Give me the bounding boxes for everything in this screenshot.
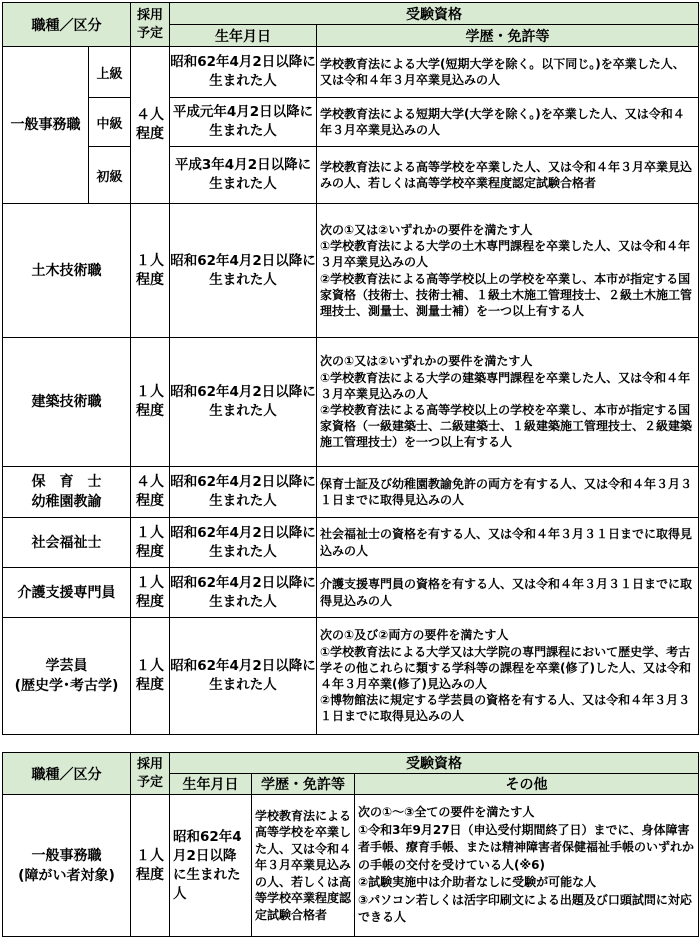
table-row [3, 204, 699, 338]
job-name [3, 618, 131, 735]
job-name-line: 一般事務職 [31, 847, 102, 864]
requirement-line: ①学校教育法による大学又は大学院の専門課程において歴史学、考古学その他これらに類する学科等の課程を卒業(修了)した人、又は令和４年３月卒業(修了)見込みの人 [320, 644, 691, 691]
birth-requirement: 昭和62年4月2日以降に生まれた人 [170, 568, 317, 618]
requirement-line: ②試験実施中は介助者なしに受験が可能な人 [358, 875, 597, 890]
requirement-line: ③パソコン若しくは活字印刷文による出題及び口頭試問に対応できる人 [358, 892, 692, 925]
education-requirement [317, 338, 699, 467]
birth-requirement: 昭和62年4月2日以降に生まれた人 [170, 47, 317, 98]
hiring-plan: １人程度 [131, 518, 170, 568]
table-row [3, 47, 699, 98]
birth-requirement: 昭和62年4月2日以降に生まれた人 [170, 795, 252, 937]
birth-requirement: 昭和62年4月2日以降に生まれた人 [170, 204, 317, 338]
header-job: 職種／区分 [3, 753, 131, 795]
header-job: 職種／区分 [3, 3, 131, 47]
table-row [3, 518, 699, 568]
table-header-row [3, 753, 699, 774]
job-name-line: 保 育 士 [31, 474, 102, 490]
job-name: 一般事務職 [3, 47, 89, 204]
requirement-line: ②学校教育法による高等学校以上の学校を卒業し、本市が指定する国家資格（技術士、技術士補、１級土木施工管理技士、２級土木施工管理技士、測量士、測量士補）を一つ以上有する人 [320, 271, 693, 318]
job-name: 土木技術職 [3, 204, 131, 338]
header-education: 学歴・免許等 [252, 774, 355, 795]
job-name [3, 467, 131, 518]
table-header-row [3, 3, 699, 25]
job-name-line: 学芸員 [45, 658, 88, 674]
table-row [3, 795, 699, 937]
table-row [3, 618, 699, 735]
birth-requirement: 平成3年4月2日以降に生まれた人 [170, 147, 317, 204]
requirement-line: 次の①及び②両方の要件を満たす人 [320, 628, 509, 643]
education-requirement: 学校教育法による高等学校を卒業した人、又は令和４年３月卒業見込みの人、若しくは高等学校卒業程度認定試験合格者 [252, 795, 355, 937]
job-level: 上級 [89, 47, 131, 98]
header-other: その他 [355, 774, 699, 795]
hiring-plan: ４人程度 [131, 47, 170, 204]
birth-requirement: 昭和62年4月2日以降に生まれた人 [170, 467, 317, 518]
job-name: 社会福祉士 [3, 518, 131, 568]
requirement-line: ①学校教育法による大学の建築専門課程を卒業した人、又は令和４年３月卒業見込みの人 [320, 370, 691, 401]
header-plan: 採用予定 [131, 3, 170, 47]
table-row [3, 338, 699, 467]
requirement-line: 社会福祉士の資格を有する人、又は令和４年３月３１日までに取得見込みの人 [320, 527, 693, 558]
education-requirement [317, 568, 699, 618]
table-row [3, 147, 699, 204]
hiring-plan: １人程度 [131, 338, 170, 467]
education-requirement [317, 618, 699, 735]
job-name-line: (歴史学･考古学) [14, 678, 119, 694]
table-row [3, 467, 699, 518]
education-requirement [317, 204, 699, 338]
job-name-line: (障がい者対象) [18, 867, 115, 884]
requirement-line: ①学校教育法による大学の土木専門課程を卒業した人、又は令和４年３月卒業見込みの人 [320, 239, 691, 270]
job-name: 建築技術職 [3, 338, 131, 467]
education-requirement: 学校教育法による高等学校を卒業した人、又は令和４年３月卒業見込みの人、若しくは高等学校卒業程度認定試験合格者 [317, 147, 699, 204]
job-name: 介護支援専門員 [3, 568, 131, 618]
requirement-line: ②学校教育法による高等学校以上の学校を卒業し、本市が指定する国家資格（一級建築士、二級建築士、１級建築施工管理技士、２級建築施工管理技士）を一つ以上有する人 [320, 403, 693, 450]
job-level: 初級 [89, 147, 131, 204]
birth-requirement: 昭和62年4月2日以降に生まれた人 [170, 338, 317, 467]
education-requirement: 学校教育法による短期大学(大学を除く。)を卒業した人、又は令和４年３月卒業見込みの人 [317, 98, 699, 147]
education-requirement: 学校教育法による大学(短期大学を除く。以下同じ。)を卒業した人、又は令和４年３月卒業見込みの人 [317, 47, 699, 98]
requirement-line: ②博物館法に規定する学芸員の資格を有する人、又は令和４年３月３１日までに取得見込みの人 [320, 693, 691, 724]
other-requirement [355, 795, 699, 937]
table-row [3, 568, 699, 618]
birth-requirement: 昭和62年4月2日以降に生まれた人 [170, 618, 317, 735]
birth-requirement: 昭和62年4月2日以降に生まれた人 [170, 518, 317, 568]
header-birth: 生年月日 [170, 25, 317, 47]
recruitment-table-disability [2, 752, 699, 937]
requirement-line: 次の①又は②いずれかの要件を満たす人 [320, 222, 533, 237]
hiring-plan: １人程度 [131, 795, 170, 937]
hiring-plan: １人程度 [131, 568, 170, 618]
requirement-line: ①令和3年9月27日（申込受付期間終了日）までに、身体障害者手帳、療育手帳、または精神障害者保健福祉手帳のいずれかの手帳の交付を受けている人(※6) [358, 822, 695, 872]
requirement-line: 保育士証及び幼稚園教諭免許の両方を有する人、又は令和４年３月３１日までに取得見込みの人 [320, 476, 693, 507]
job-level: 中級 [89, 98, 131, 147]
header-plan: 採用予定 [131, 753, 170, 795]
job-name [3, 795, 131, 937]
header-birth: 生年月日 [170, 774, 252, 795]
hiring-plan: １人程度 [131, 618, 170, 735]
header-qualification: 受験資格 [170, 753, 699, 774]
table-row [3, 98, 699, 147]
education-requirement [317, 518, 699, 568]
hiring-plan: ４人程度 [131, 467, 170, 518]
birth-requirement: 平成元年4月2日以降に生まれた人 [170, 98, 317, 147]
recruitment-table [2, 2, 699, 735]
education-requirement [317, 467, 699, 518]
header-qualification: 受験資格 [170, 3, 699, 25]
job-name-line: 幼稚園教諭 [31, 494, 102, 510]
header-education: 学歴・免許等 [317, 25, 699, 47]
requirement-line: 介護支援専門員の資格を有する人、又は令和４年３月３１日までに取得見込みの人 [320, 577, 693, 608]
hiring-plan: １人程度 [131, 204, 170, 338]
requirement-line: 次の①又は②いずれかの要件を満たす人 [320, 354, 533, 369]
requirement-line: 次の①～③全ての要件を満たす人 [358, 804, 535, 819]
